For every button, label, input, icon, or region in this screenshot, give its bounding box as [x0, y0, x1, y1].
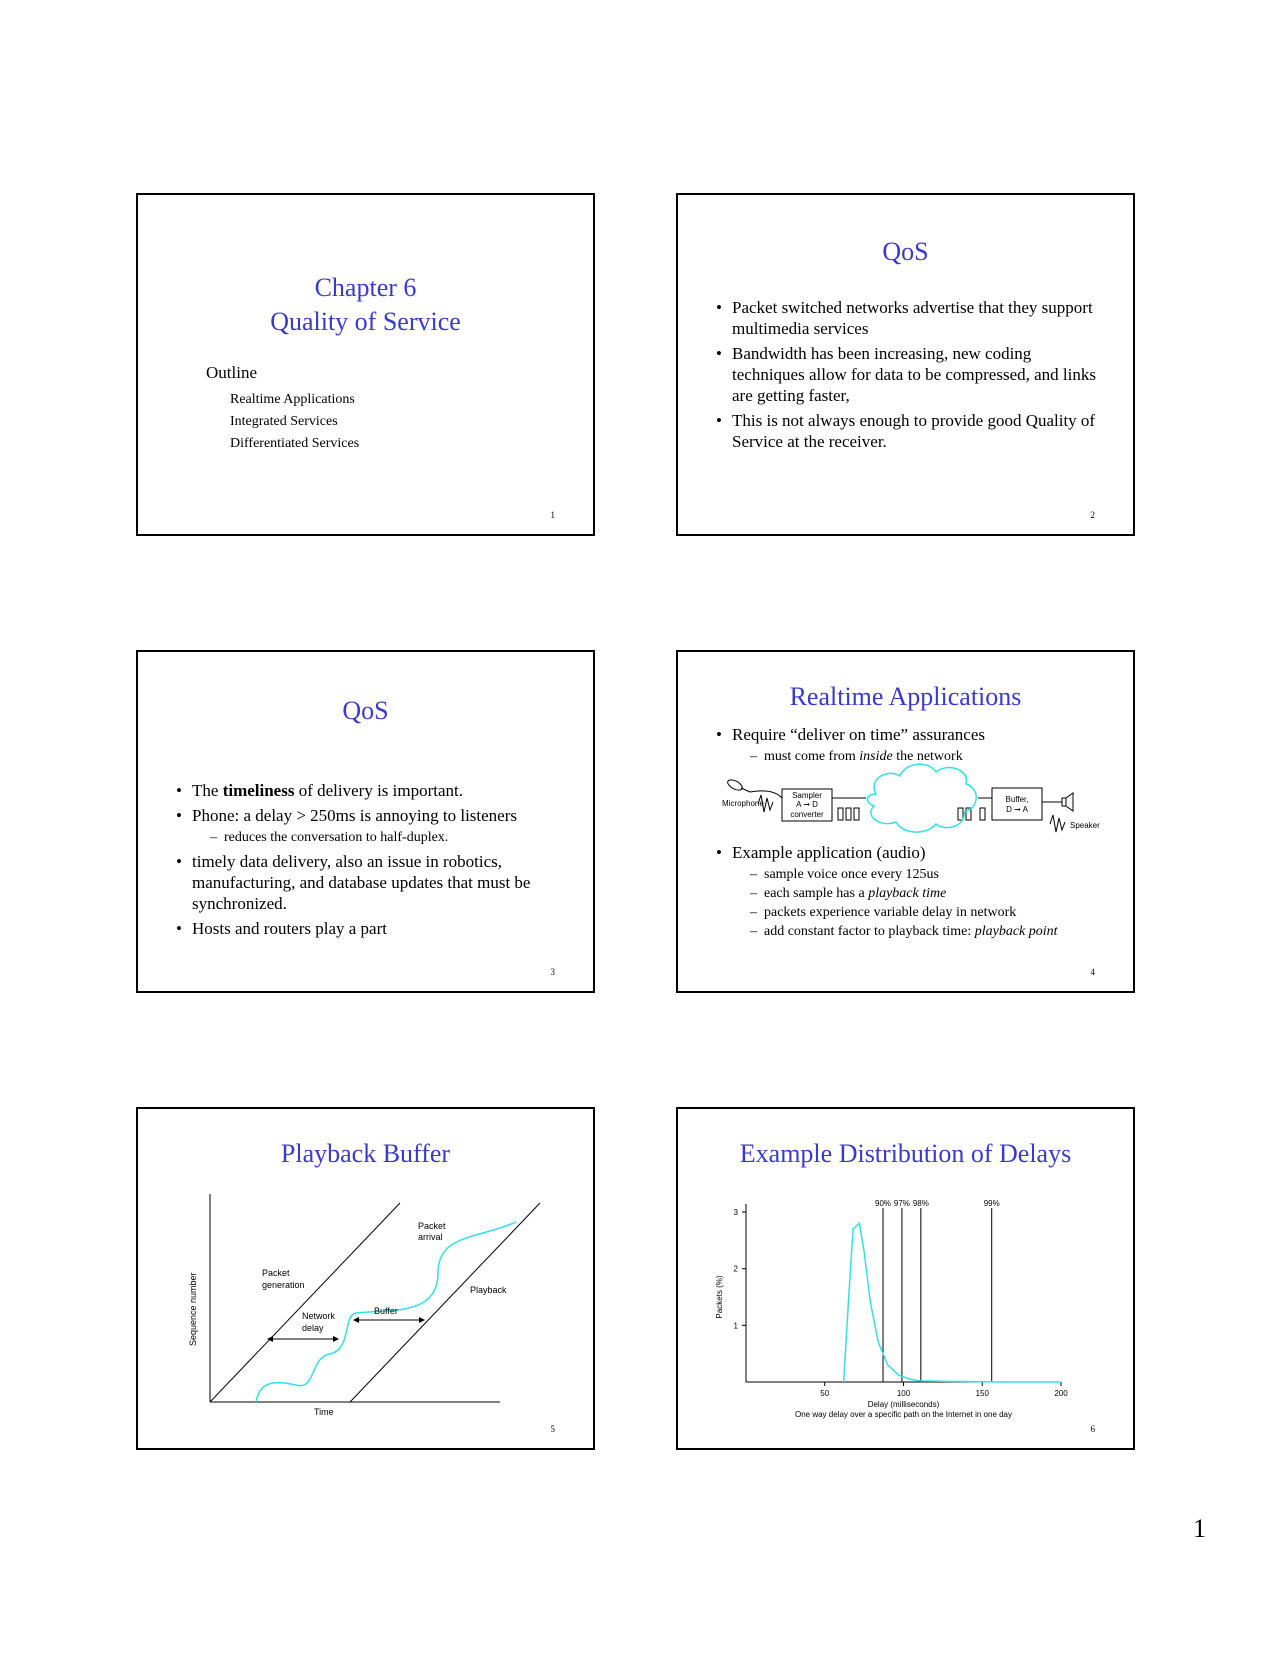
sampler-label: converter [790, 810, 824, 819]
slide-title: QoS [342, 696, 389, 725]
page-number: 1 [1193, 1514, 1206, 1543]
slide-3 [136, 650, 595, 993]
bullet-list [716, 842, 1116, 945]
slide-title: QoS [882, 237, 929, 266]
percentile-label: 90% [875, 1199, 892, 1208]
slide-title-line2: Quality of Service [270, 307, 461, 336]
percentile-label: 98% [912, 1199, 929, 1208]
slide-number: 2 [1090, 510, 1095, 520]
sampler-label: Sampler [792, 791, 822, 800]
sub-bullet: – must come from inside the network [750, 747, 1116, 766]
microphone-label: Microphone [722, 799, 764, 808]
delay-series-line [844, 1223, 1061, 1382]
slide-number: 6 [1090, 1424, 1095, 1434]
outline-list [230, 389, 359, 455]
bold-term: timeliness [222, 781, 295, 800]
playback-line [350, 1203, 540, 1402]
sub-bullet: – packets experience variable delay in network [750, 903, 1116, 922]
y-tick-label: 2 [733, 1264, 738, 1274]
slide-title: Realtime Applications [789, 682, 1022, 711]
packet-arrival-label: arrival [418, 1232, 443, 1242]
slide-number: 1 [550, 510, 555, 520]
slide-2 [676, 193, 1135, 536]
packet-generation-label: Packet [262, 1268, 290, 1278]
x-tick-label: 200 [1054, 1389, 1068, 1398]
slide-6 [676, 1107, 1135, 1450]
bullet-item: • Hosts and routers play a part [176, 918, 566, 939]
playback-label: Playback [470, 1285, 507, 1295]
slide-number: 4 [1090, 967, 1095, 977]
y-tick-label: 3 [733, 1208, 738, 1217]
network-delay-label: Network [302, 1311, 336, 1321]
bullet-item: • Bandwidth has been increasing, new coding techniques allow for data to be compressed, and links are getting faster, [716, 343, 1106, 406]
slide-number: 3 [550, 967, 555, 977]
speaker-icon [1062, 793, 1073, 811]
outline-heading: Outline [206, 363, 257, 382]
slide-4 [676, 650, 1135, 993]
bullet-item: • The timeliness of delivery is important. [176, 780, 566, 801]
waveform-icon [1050, 815, 1065, 832]
slide-title: Example Distribution of Delays [739, 1139, 1072, 1168]
y-tick-label: 1 [733, 1321, 738, 1331]
bullet-item: • Packet switched networks advertise that they support multimedia services [716, 297, 1106, 339]
speaker-label: Speaker [1070, 821, 1100, 830]
y-axis-label: Sequence number [188, 1272, 198, 1346]
x-axis-label: Time [314, 1407, 334, 1417]
sub-bullet: – sample voice once every 125us [750, 865, 1116, 884]
packet-arrival-label: Packet [418, 1221, 446, 1231]
outline-item: Realtime Applications [230, 392, 355, 407]
sub-list [192, 828, 566, 847]
chart-caption: One way delay over a specific path on the Internet in one day [794, 1410, 1013, 1419]
sub-bullet: – add constant factor to playback time: playback point [750, 922, 1116, 941]
slide-title: Playback Buffer [280, 1139, 451, 1168]
packet-generation-label: generation [262, 1280, 305, 1290]
bullet-list [716, 297, 1106, 456]
network-cloud-icon [867, 764, 976, 832]
slide-number: 5 [550, 1424, 555, 1434]
x-tick-label: 50 [820, 1389, 830, 1398]
bullet-item: • Example application (audio) – sample voice once every 125us – each sample has a playback time – packets experience variable delay in network – add constant factor to playback time: playback point [716, 842, 1116, 941]
percentile-label: 97% [893, 1199, 910, 1208]
outline-item: Differentiated Services [230, 436, 360, 451]
sampler-label: A ➞ D [796, 800, 818, 809]
slide-1 [136, 193, 595, 536]
bullet-item: • Require “deliver on time” assurances – must come from inside the network [716, 724, 1116, 766]
sub-bullet: – each sample has a playback time [750, 884, 1116, 903]
network-delay-label: delay [302, 1323, 324, 1333]
y-axis-label: Packets (%) [715, 1275, 724, 1319]
slide-5 [136, 1107, 595, 1450]
sub-list [732, 865, 1116, 941]
bullet-item: • This is not always enough to provide good Quality of Service at the receiver. [716, 410, 1106, 452]
slide-title-line1: Chapter 6 [314, 273, 417, 302]
x-axis-label: Delay (milliseconds) [867, 1400, 940, 1409]
x-tick-label: 100 [896, 1389, 911, 1398]
buffer-label: Buffer, [1005, 795, 1029, 804]
percentile-label: 99% [983, 1199, 1000, 1208]
buffer-box [992, 788, 1042, 820]
bullet-item: • timely data delivery, also an issue in robotics, manufacturing, and database updates that must be synchronized. [176, 851, 566, 914]
buffer-label: Buffer [374, 1306, 398, 1316]
sub-bullet: – reduces the conversation to half-duplex. [210, 828, 566, 847]
delay-distribution-chart [678, 1109, 1137, 1452]
bullet-item: • Phone: a delay > 250ms is annoying to listeners – reduces the conversation to half-duplex. [176, 805, 566, 847]
x-tick-label: 150 [975, 1389, 989, 1398]
playback-buffer-diagram [138, 1109, 597, 1452]
packet-generation-line [210, 1203, 400, 1402]
buffer-label: D ➞ A [1006, 805, 1028, 814]
outline-item: Integrated Services [230, 414, 338, 429]
bullet-list [176, 780, 566, 943]
